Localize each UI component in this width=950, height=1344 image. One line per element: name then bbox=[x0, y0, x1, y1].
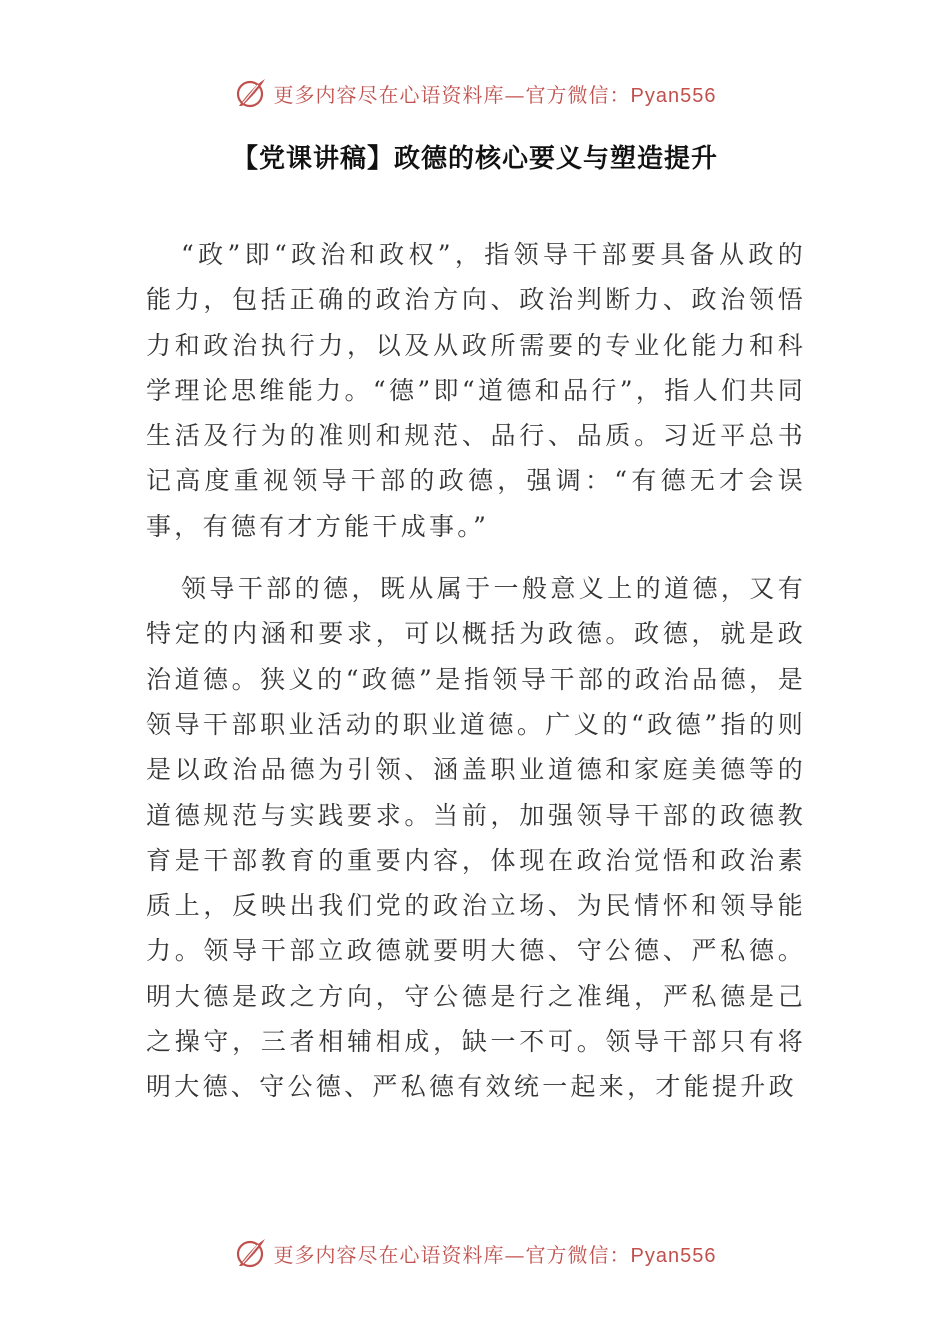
banner-text: 更多内容尽在心语资料库—官方微信：Pyan556 bbox=[273, 1242, 717, 1267]
quill-pen-icon bbox=[234, 1236, 268, 1270]
quill-pen-icon bbox=[234, 76, 268, 110]
wechat-account: Pyan556 bbox=[630, 84, 717, 107]
document-body bbox=[146, 232, 806, 1127]
header-banner bbox=[0, 68, 950, 118]
paragraph: 领导干部的德，既从属于一般意义上的道德，又有特定的内涵和要求，可以概括为政德。政德，就是政治道德。狭义的“政德”是指领导干部的政治品德，是领导干部职业活动的职业道德。广义的“政德”指的则是以政治品德为引领、涵盖职业道德和家庭美德等的道德规范与实践要求。当前，加强领导干部的政德教育是干部教育的重要内容，体现在政治觉悟和政治素质上，反映出我们党的政治立场、为民情怀和领导能力。领导干部立政德就要明大德、守公德、严私德。明大德是政之方向，守公德是行之准绳，严私德是己之操守，三者相辅相成，缺一不可。领导干部只有将明大德、守公德、严私德有效统一起来，才能提升政 bbox=[146, 574, 806, 1102]
banner-text: 更多内容尽在心语资料库—官方微信：Pyan556 bbox=[273, 82, 717, 107]
document-title: 【党课讲稿】政德的核心要义与塑造提升 bbox=[231, 144, 718, 174]
paragraph: “政”即“政治和政权”，指领导干部要具备从政的能力，包括正确的政治方向、政治判断力、政治领悟力和政治执行力，以及从政所需要的专业化能力和科学理论思维能力。“德”即“道德和品行”，指人们共同生活及行为的准则和规范、品行、品质。习近平总书记高度重视领导干部的政德，强调：“有德无才会误事，有德有才方能干成事。” bbox=[146, 240, 806, 541]
footer-banner bbox=[0, 1228, 950, 1278]
wechat-account: Pyan556 bbox=[630, 1244, 717, 1267]
